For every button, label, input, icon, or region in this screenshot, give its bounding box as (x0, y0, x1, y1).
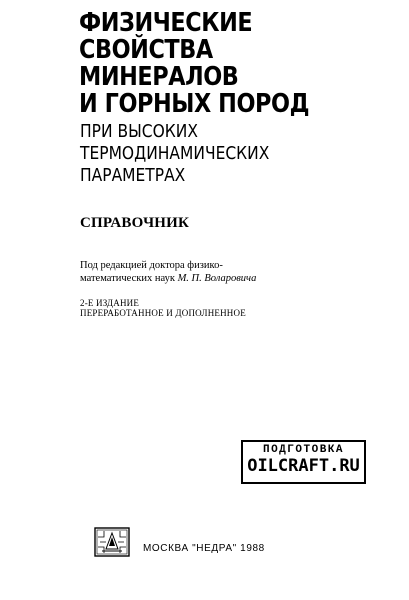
subtitle-line: ПАРАМЕТРАХ (80, 165, 186, 186)
document-type: СПРАВОЧНИК (80, 215, 190, 231)
subtitle-line: ПРИ ВЫСОКИХ (80, 121, 198, 142)
title-line: ФИЗИЧЕСКИЕ (79, 8, 253, 38)
title-line: СВОЙСТВА (79, 35, 213, 65)
editor-credit (80, 259, 256, 285)
edition-number: 2-Е ИЗДАНИЕ (80, 298, 140, 308)
stamp-site: OILCRAFT.RU (247, 456, 360, 476)
title-line: И ГОРНЫХ ПОРОД (79, 89, 310, 119)
watermark-stamp (241, 440, 366, 484)
editor-line-2 (80, 272, 256, 285)
editor-line-1: Под редакцией доктора физико- (80, 260, 223, 271)
editor-name: М. П. Воларовича (177, 273, 257, 284)
subtitle-line: ТЕРМОДИНАМИЧЕСКИХ (80, 143, 270, 164)
edition-note: ПЕРЕРАБОТАННОЕ И ДОПОЛНЕННОЕ (80, 308, 246, 318)
editor-degree: математических наук (80, 273, 175, 284)
publisher-imprint: МОСКВА "НЕДРА" 1988 (143, 543, 265, 554)
title-line: МИНЕРАЛОВ (79, 62, 239, 92)
publisher-logo-icon (94, 527, 130, 557)
book-title (79, 10, 399, 118)
stamp-caption: ПОДГОТОВКА (262, 444, 344, 456)
book-subtitle (80, 121, 400, 187)
edition-info (80, 298, 246, 318)
